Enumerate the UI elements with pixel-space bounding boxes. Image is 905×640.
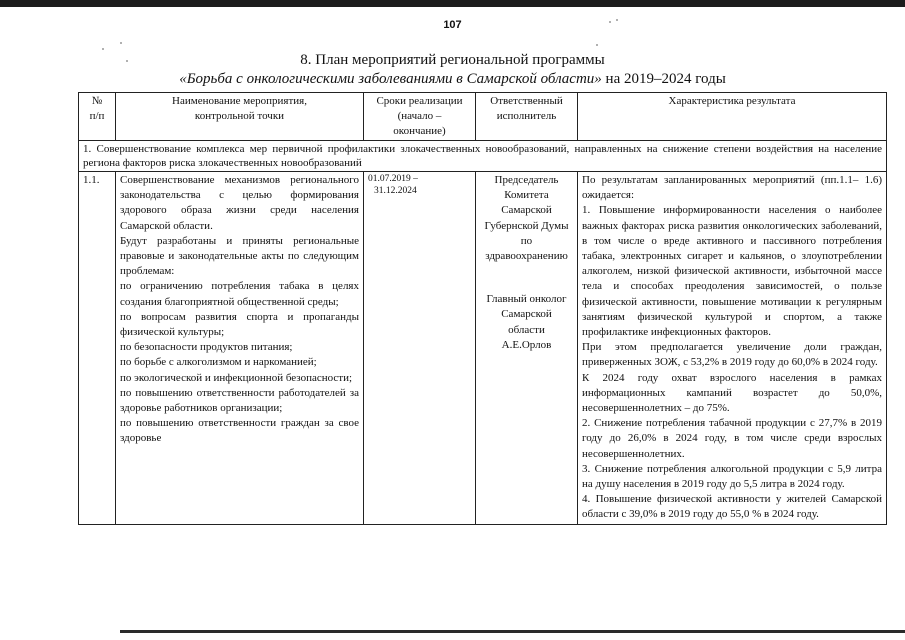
plan-subtitle <box>0 71 905 88</box>
result-line: 2. Снижение потребления табачной продукции с 27,7% в 2019 году до 26,0% в 2024 году, в том числе среди взрослых несовершеннолетних. <box>582 417 882 460</box>
measure-line: Будут разработаны и приняты региональные правовые и законодательные акты по следующим проблемам: <box>120 234 359 278</box>
resp-line: Самарской <box>501 204 552 217</box>
measure-line: по борьбе с алкоголизмом и наркоманией; <box>120 356 317 369</box>
header-name: Наименование мероприятия, контрольной точки <box>116 93 364 141</box>
resp-line: по <box>520 234 533 247</box>
measure-line: по вопросам развития спорта и пропаганды физической культуры; <box>120 310 359 339</box>
date-start: 01.07.2019 – <box>368 174 418 184</box>
scan-speck <box>609 21 611 23</box>
date-end: 31.12.2024 <box>374 186 417 196</box>
resp-line: А.Е.Орлов <box>501 338 552 351</box>
bottom-border <box>120 630 905 633</box>
section-title: 1. Совершенствование комплекса мер первичной профилактики злокачественных новообразований, направленных на снижение степени воздействия на население региона факторов риска злокачественных новообразований <box>79 141 887 172</box>
responsible-executors <box>476 172 578 525</box>
spacer <box>480 278 573 292</box>
row-number: 1.1. <box>79 172 116 525</box>
top-border <box>0 0 905 7</box>
scan-speck <box>120 42 122 44</box>
implementation-dates <box>364 172 476 525</box>
scan-speck <box>596 44 598 46</box>
result-line: 4. Повышение физической активности у жителей Самарской области с 39,0% в 2019 году до 55,0 % в 2024 году. <box>582 493 882 521</box>
measure-line: по безопасности продуктов питания; <box>120 341 293 354</box>
measure-line: Совершенствование механизмов регионального законодательства с целью формирования здорового образа жизни среди населения Самарской области. <box>120 174 359 232</box>
table-header-row <box>79 93 887 141</box>
section-row <box>79 141 887 172</box>
scan-speck <box>102 48 104 50</box>
result-line: К 2024 году охват взрослого населения в рамках информационных кампаний возрастет до 50,0%, несовершеннолетних – до 75%. <box>582 371 882 415</box>
header-num: № п/п <box>79 93 116 141</box>
measure-line: по повышению ответственности работодателей за здоровье работников организации; <box>120 386 359 415</box>
spacer <box>480 264 573 278</box>
resp-line: Главный онколог <box>486 293 567 306</box>
scan-speck <box>616 19 618 21</box>
resp-line: Комитета <box>504 189 549 202</box>
result-line: 1. Повышение информированности населения о наиболее важных факторах риска развития онкологических заболеваний, в том числе о вреде активного и пассивного потребления табака, электронных сигарет и кальянов, о злоупотреблении алкоголем, низкой физической активности, избыточной массе тела и способах преодоления зависимостей, о пользе физической активности, повышение мотивации к регулярным занятиям физической культурой и спортом, а также профилактике инфекционных факторов. <box>582 204 882 339</box>
result-line: По результатам запланированных мероприятий (пп.1.1– 1.6) ожидается: <box>582 174 882 202</box>
resp-line: здравоохранению <box>485 250 568 263</box>
header-responsible: Ответственный исполнитель <box>476 93 578 141</box>
measure-line: по повышению ответственности граждан за свое здоровье <box>120 417 359 445</box>
result-line: При этом предполагается увеличение доли граждан, приверженных ЗОЖ, с 53,2% в 2019 году до 60,0% в 2024 году. <box>582 341 882 369</box>
program-years: на 2019–2024 годы <box>601 71 726 87</box>
measure-line: по экологической и инфекционной безопасности; <box>120 371 353 384</box>
plan-title: 8. План мероприятий региональной программы <box>300 52 605 68</box>
measure-line: по ограничению потребления табака в целях создания благоприятной общественной среды; <box>120 280 359 308</box>
header-result: Характеристика результата <box>578 93 887 141</box>
resp-line: Самарской <box>501 308 552 321</box>
resp-line: Председатель <box>494 174 559 186</box>
table-row <box>79 172 887 525</box>
measure-description <box>116 172 364 525</box>
program-name: «Борьба с онкологическими заболеваниями в Самарской области» <box>179 71 602 87</box>
resp-line: Губернской Думы <box>484 219 569 232</box>
result-line: 3. Снижение потребления алкогольной продукции с 5,9 литра на душу населения в 2019 году до 5,5 литра в 2024 году. <box>582 462 882 491</box>
result-description <box>578 172 887 525</box>
header-terms: Сроки реализации (начало – окончание) <box>364 93 476 141</box>
measures-table <box>78 92 887 525</box>
resp-line: области <box>508 323 545 336</box>
page-number: 107 <box>443 19 462 31</box>
